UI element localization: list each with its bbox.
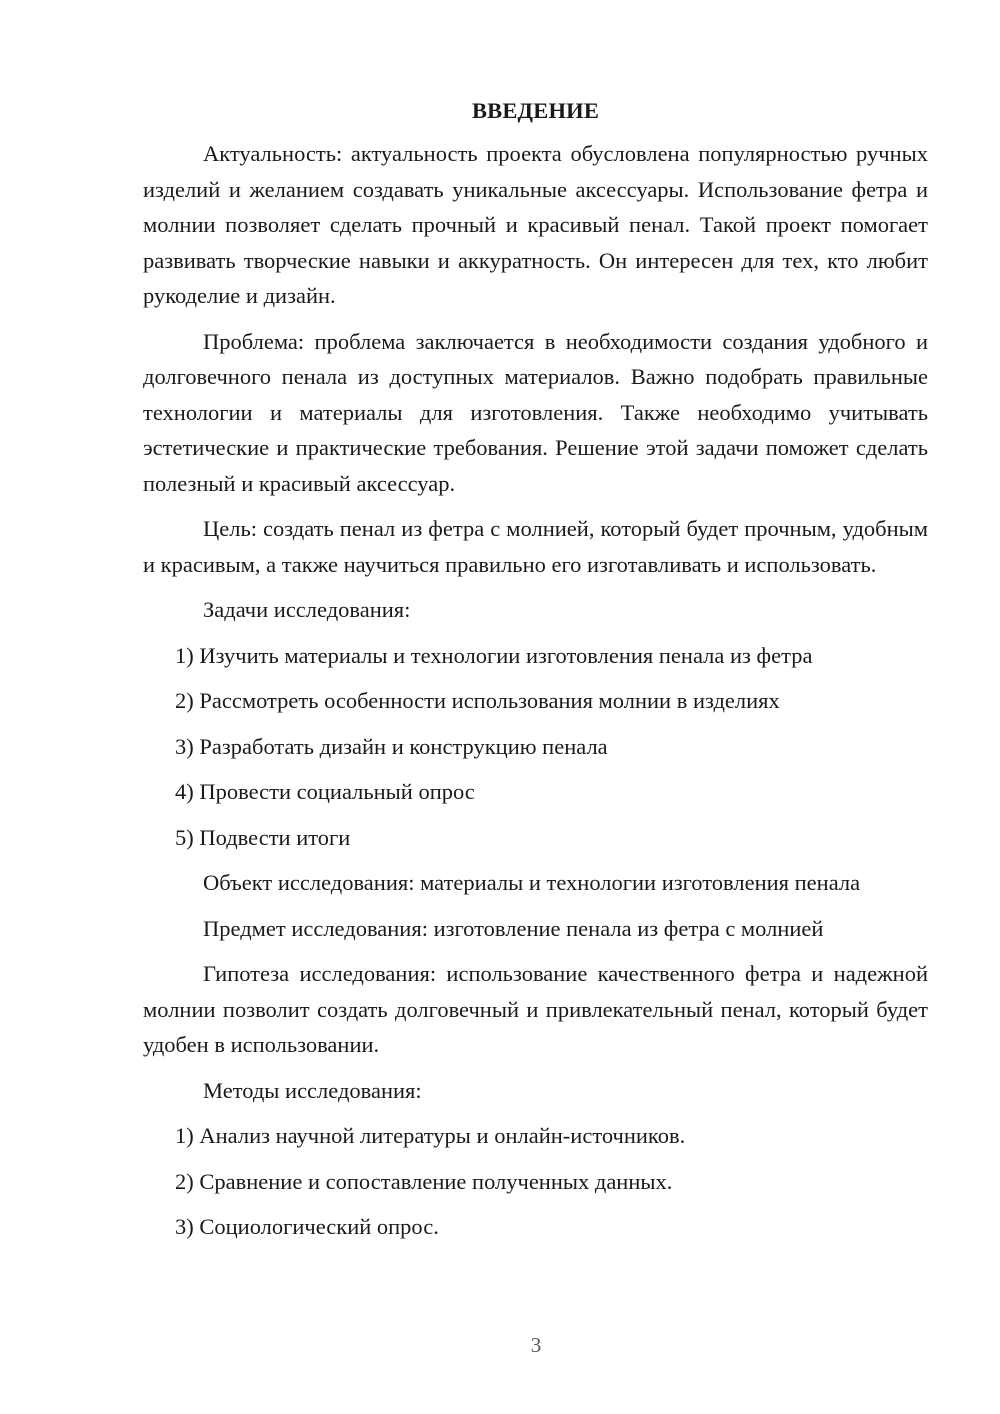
list-item: 5) Подвести итоги [175,824,351,850]
list-item: 3) Социологический опрос. [175,1214,439,1239]
list-item: 2) Рассмотреть особенности использования молнии в изделиях [175,688,780,713]
paragraph-hypothesis: Гипотеза исследования: использование качественного фетра и надежной молнии позволит создать долговечный и привлекательный пенал, который будет удобен в использовании. [143,961,928,1057]
paragraph-goal: Цель: создать пенал из фетра с молнией, который будет прочным, удобным и красивым, а также научиться правильно его изготавливать и использовать. [143,516,928,577]
tasks-list [143,638,928,856]
tasks-heading: Задачи исследования: [203,597,411,622]
list-item: 1) Изучить материалы и технологии изготовления пенала из фетра [175,642,813,668]
list-item: 1) Анализ научной литературы и онлайн-источников. [175,1123,686,1148]
methods-list [143,1118,928,1245]
list-item: 2) Сравнение и сопоставление полученных данных. [175,1168,673,1194]
page-number: 3 [530,1333,542,1357]
section-title: ВВЕДЕНИЕ [471,98,600,123]
list-item: 3) Разработать дизайн и конструкцию пенала [175,733,608,759]
paragraph-relevance: Актуальность: актуальность проекта обусловлена популярностью ручных изделий и желанием создавать уникальные аксессуары. Использование фетра и молнии позволяет сделать прочный и красивый пенал. Такой проект помогает развивать творческие навыки и аккуратность. Он интересен для тех, кто любит рукоделие и дизайн. [143,141,928,308]
list-item: 4) Провести социальный опрос [175,779,475,804]
paragraph-problem: Проблема: проблема заключается в необходимости создания удобного и долговечного пенала из доступных материалов. Важно подобрать правильные технологии и материалы для изготовления. Также необходимо учитывать эстетические и практические требования. Решение этой задачи поможет сделать полезный и красивый аксессуар. [143,328,928,496]
document-body [143,96,928,1255]
paragraph-subject: Предмет исследования: изготовление пенала из фетра с молнией [203,915,824,941]
paragraph-object: Объект исследования: материалы и технологии изготовления пенала [203,870,861,895]
methods-heading: Методы исследования: [203,1077,422,1103]
